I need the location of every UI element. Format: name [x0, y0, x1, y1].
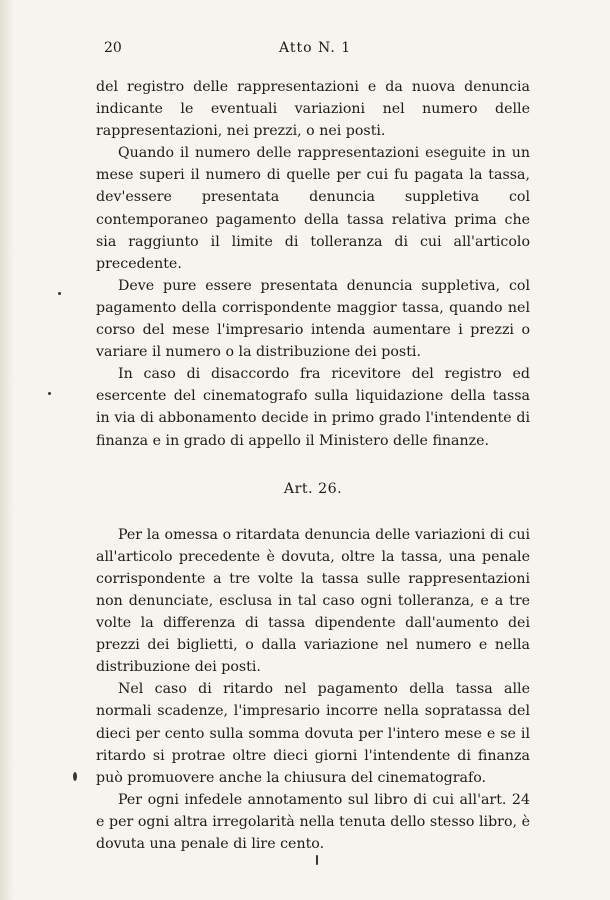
- article-heading: Art. 26.: [283, 480, 343, 497]
- running-head: Atto N. 1: [279, 40, 352, 56]
- paragraph: Per la omessa o ritardata denuncia delle variazioni di cui all'articolo precedente è dovuta, oltre la tassa, una penale corrispondente a tre volte la tassa sulle rappresentazioni non denunciate, esclusa in tal caso ogni tolleranza, e a tre volte la differenza di tassa dipendente dall'aumento dei prezzi dei biglietti, o dalla variazione nel numero e nella distribuzione dei posti.: [96, 526, 530, 676]
- paragraph: Deve pure essere presentata denuncia suppletiva, col pagamento della corrispondente maggior tassa, quando nel corso del mese l'impresario intenda aumentare i prezzi o variare il numero o la distribuzione dei posti.: [96, 277, 530, 361]
- page-edge-shadow: [0, 0, 14, 900]
- body-text: [96, 76, 530, 855]
- page-header: [104, 40, 530, 62]
- scan-speck: [73, 772, 77, 781]
- paragraph: Nel caso di ritardo nel pagamento della tassa alle normali scadenze, l'impresario incorre nella sopratassa del dieci per cento sulla somma dovuta per l'intero mese e se il ritardo si protrae oltre dieci giorni l'intendente di finanza può promuovere anche la chiusura del cinematografo.: [96, 681, 530, 786]
- scan-speck: [48, 392, 51, 395]
- paragraph: In caso di disaccordo fra ricevitore del registro ed esercente del cinematografo sulla liquidazione della tassa in via di abbonamento decide in primo grado l'intendente di finanza e in grado di appello il Ministero delle finanze.: [96, 366, 530, 449]
- paragraph: Quando il numero delle rappresentazioni eseguite in un mese superi il numero di quelle per cui fu pagata la tassa, dev'essere presentata denuncia suppletiva col contemporaneo pagamento della tassa relativa prima che sia raggiunto il limite di tolleranza di cui all'articolo precedente.: [96, 145, 530, 272]
- scan-speck: [316, 855, 318, 865]
- paragraph: Per ogni infedele annotamento sul libro di cui all'art. 24 e per ogni altra irregolarità nella tenuta dello stesso libro, è dovuta una penale di lire cento.: [96, 791, 530, 852]
- page-number: 20: [104, 40, 122, 56]
- paragraph-continuation: del registro delle rappresentazioni e da nuova denuncia indicante le eventuali variazioni nel numero delle rappresentazioni, nei prezzi, o nei posti.: [96, 79, 530, 140]
- scan-speck: [58, 292, 61, 295]
